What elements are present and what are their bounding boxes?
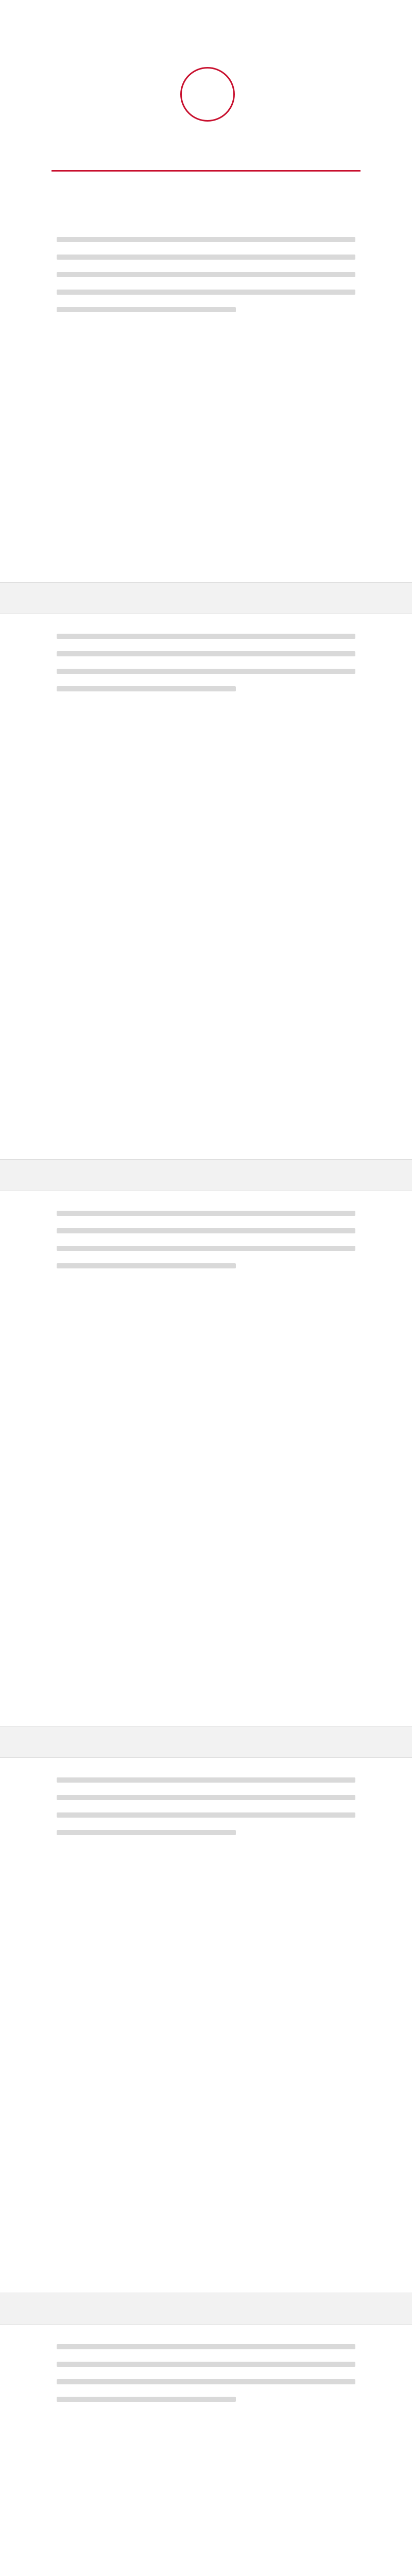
body-text-block xyxy=(57,2344,355,2414)
text-line-placeholder xyxy=(57,2379,355,2384)
text-line-placeholder xyxy=(57,686,236,691)
issuer-name-line xyxy=(41,15,371,29)
text-line-placeholder xyxy=(57,1211,355,1216)
text-line-placeholder xyxy=(57,272,355,277)
text-line-placeholder xyxy=(57,237,355,242)
page-number xyxy=(191,1710,221,1719)
bulletin-seal-icon xyxy=(180,67,235,122)
page-number xyxy=(191,2277,221,2285)
body-text-block xyxy=(57,634,355,704)
page-number xyxy=(191,1144,221,1152)
text-line-placeholder xyxy=(57,1777,355,1783)
text-line-placeholder xyxy=(57,669,355,674)
text-line-placeholder xyxy=(57,1795,355,1800)
page-break xyxy=(0,2293,412,2325)
text-line-placeholder xyxy=(57,634,355,639)
page-number xyxy=(191,567,221,575)
issue-number xyxy=(0,149,412,160)
article-subtitle xyxy=(62,206,350,217)
body-text-block xyxy=(57,1777,355,1848)
body-text-block xyxy=(57,1211,355,1281)
text-line-placeholder xyxy=(57,1263,236,1268)
text-line-placeholder xyxy=(57,2397,236,2402)
page-break xyxy=(0,1159,412,1191)
text-line-placeholder xyxy=(57,290,355,295)
issuer-name-line xyxy=(41,29,371,42)
page-break xyxy=(0,582,412,614)
text-line-placeholder xyxy=(57,1830,236,1835)
masthead-divider xyxy=(52,170,360,172)
text-line-placeholder xyxy=(57,255,355,260)
text-line-placeholder xyxy=(57,2344,355,2349)
text-line-placeholder xyxy=(57,1812,355,1818)
text-line-placeholder xyxy=(57,2362,355,2367)
masthead xyxy=(0,0,412,222)
article-title xyxy=(0,185,412,201)
page-break xyxy=(0,1726,412,1758)
text-line-placeholder xyxy=(57,1246,355,1251)
body-text-block xyxy=(57,237,355,325)
text-line-placeholder xyxy=(57,307,236,312)
text-line-placeholder xyxy=(57,651,355,656)
text-line-placeholder xyxy=(57,1228,355,1233)
